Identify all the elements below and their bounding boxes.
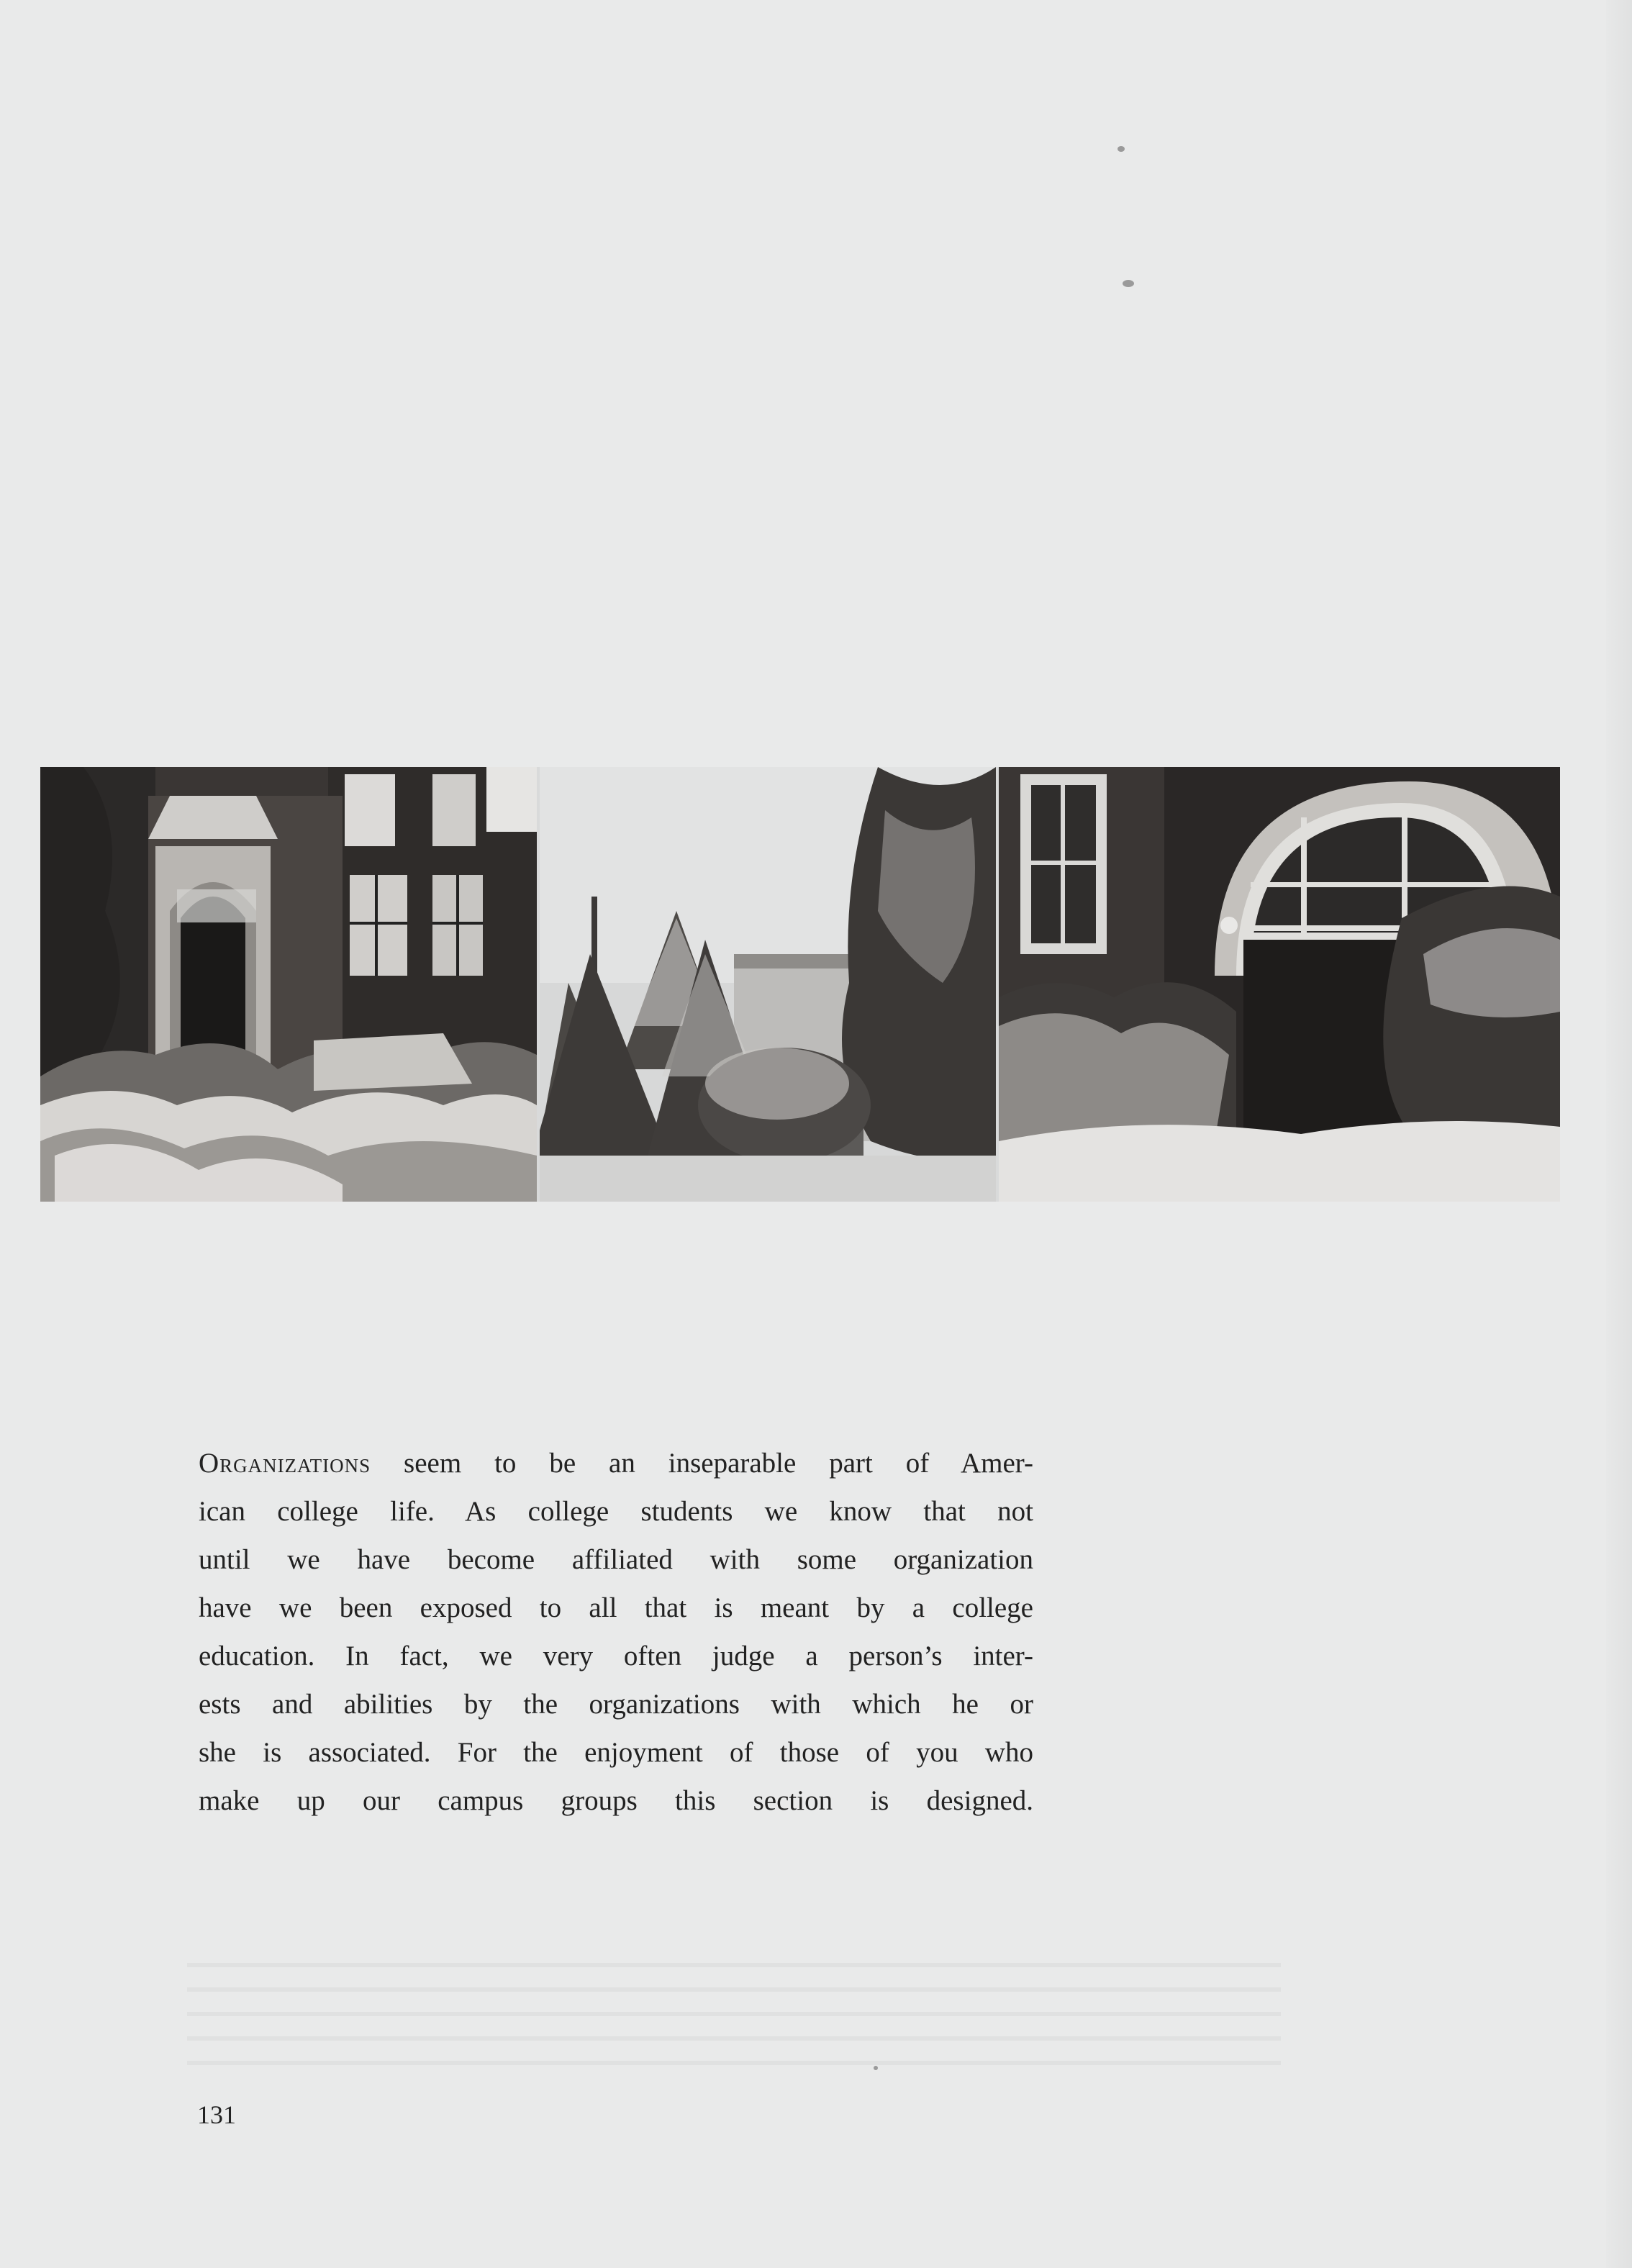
paragraph-line: until we have become affiliated with some organization [199, 1544, 1033, 1575]
photo-building-entrance [40, 767, 537, 1202]
paragraph-line: she is associated. For the enjoyment of those of you who [199, 1737, 1033, 1768]
photo-strip [40, 767, 1560, 1202]
lead-word: Organizations [199, 1448, 371, 1479]
paragraph-line: ican college life. As college students we know that not [199, 1496, 1033, 1527]
paper-speck [1123, 280, 1134, 287]
page-edge [1606, 0, 1632, 2268]
paragraph-line: ests and abilities by the organizations with which he or [199, 1689, 1033, 1720]
page-number: 131 [197, 2100, 236, 2129]
paragraph-line: Organizations seem to be an inseparable part of Amer- [199, 1448, 1033, 1479]
paragraph-line: make up our campus groups this section is designed. [199, 1785, 1033, 1816]
photo-arched-doorway [999, 767, 1560, 1202]
paper-speck [874, 2066, 878, 2070]
section-intro-paragraph [199, 1439, 1033, 1825]
photo-snowy-evergreens [540, 767, 996, 1202]
paragraph-line: have we been exposed to all that is meant by a college [199, 1592, 1033, 1623]
paragraph-line: education. In fact, we very often judge a person’s inter- [199, 1641, 1033, 1671]
paper-speck [1118, 146, 1125, 152]
show-through-text [187, 1950, 1281, 2065]
